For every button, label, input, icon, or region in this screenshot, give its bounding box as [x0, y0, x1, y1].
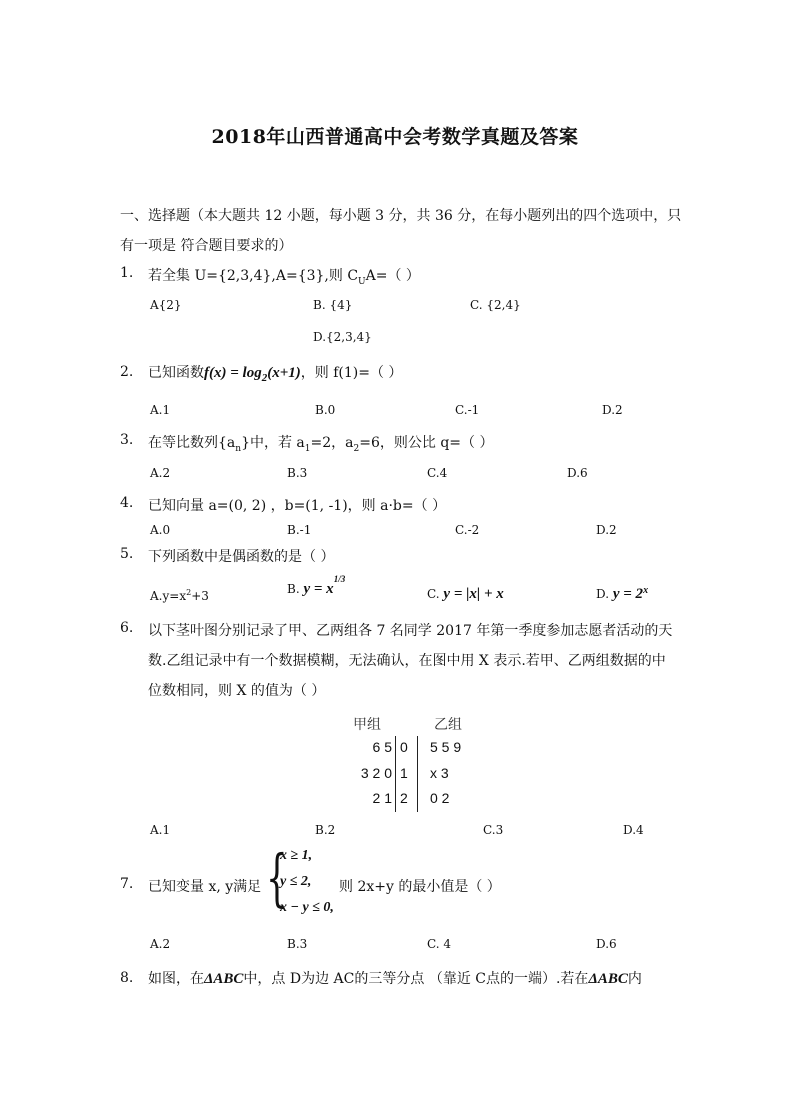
question-text: A=（ ） — [365, 268, 420, 284]
option-a: A{2} — [150, 298, 182, 312]
option-c: C.4 — [427, 466, 448, 480]
option-b — [287, 574, 346, 598]
option-label: D. — [596, 587, 610, 601]
option-d: D.6 — [567, 466, 588, 480]
question-4-text: 已知向量 a=(0, 2) ，b=(1, -1)，则 a·b=（ ） — [148, 498, 447, 514]
option-b: B.3 — [287, 937, 308, 951]
option-b: B.0 — [315, 403, 336, 417]
subscript: n — [235, 443, 242, 454]
question-6-line2: 数.乙组记录中有一个数据模糊，无法确认，在图中用 X 表示.若甲、乙两组数据的中 — [148, 653, 666, 669]
question-7-pre: 已知变量 x, y满足 — [148, 879, 262, 895]
option-c — [427, 586, 504, 603]
option-c: C.3 — [483, 823, 504, 837]
superscript: x — [643, 585, 649, 596]
question-number: 7. — [120, 876, 134, 892]
question-number: 3. — [120, 432, 134, 448]
question-3-text — [148, 432, 493, 454]
question-text: 内 — [627, 971, 642, 987]
leaf-right: x 3 — [430, 765, 449, 781]
formula: y = 2 — [612, 586, 644, 602]
formula: y = x — [303, 581, 334, 597]
question-text: 中，点 D为边 AC的三等分点 （靠近 C点的一端）.若在 — [243, 971, 589, 987]
stem-left-divider — [395, 736, 396, 812]
question-number: 6. — [120, 620, 134, 636]
left-group-header: 甲组 — [353, 716, 381, 732]
question-1-text — [148, 265, 420, 287]
question-text: 如图，在 — [148, 971, 204, 987]
option-d: D.2 — [602, 403, 623, 417]
superscript: 2 — [186, 588, 192, 597]
option-a: A.2 — [150, 937, 171, 951]
option-a — [150, 588, 209, 603]
question-text: 在等比数列{a — [148, 435, 236, 451]
constraint-brace: { — [266, 841, 288, 914]
question-5-text: 下列函数中是偶函数的是（ ） — [148, 549, 335, 565]
option-d: D.{2,3,4} — [313, 330, 372, 344]
question-text: ，则 f(1)=（ ） — [300, 365, 403, 381]
option-b: B. {4} — [313, 298, 353, 312]
question-8-text — [148, 968, 642, 988]
question-number: 8. — [120, 970, 134, 986]
formula: f(x) = log — [204, 365, 262, 381]
option-d: D.4 — [623, 823, 644, 837]
option-b: B.3 — [287, 466, 308, 480]
option-label: C. — [427, 587, 440, 601]
section-instructions-line1: 一、选择题（本大题共 12 小题，每小题 3 分，共 36 分，在每小题列出的四个选项中，只 — [120, 208, 682, 224]
option-c: C.-1 — [455, 403, 480, 417]
stem-value: 0 — [400, 739, 408, 755]
question-6-line3: 位数相同，则 X 的值为（ ） — [148, 683, 326, 699]
option-a: A.1 — [150, 823, 171, 837]
option-text: +3 — [191, 589, 209, 603]
option-c: C. 4 — [427, 937, 452, 951]
constraint-2: y ≤ 2, — [280, 874, 312, 889]
question-number: 4. — [120, 495, 134, 511]
subscript: 2 — [353, 443, 360, 454]
option-d — [596, 585, 648, 603]
option-d: D.6 — [596, 937, 617, 951]
question-text: 若全集 U={2,3,4},A={3},则 C — [148, 268, 359, 284]
subscript: 1 — [304, 443, 311, 454]
option-b: B.2 — [315, 823, 336, 837]
leaf-left: 2 1 — [372, 790, 392, 806]
formula: (x+1) — [267, 365, 301, 381]
option-d: D.2 — [596, 523, 617, 537]
stem-value: 2 — [400, 790, 408, 806]
stem-value: 1 — [400, 765, 408, 781]
option-c: C. {2,4} — [470, 298, 521, 312]
option-a: A.1 — [150, 403, 171, 417]
question-text: 已知函数 — [148, 365, 204, 381]
question-7-post: 则 2x+y 的最小值是（ ） — [339, 879, 501, 895]
question-text: =6，则公比 q=（ ） — [359, 435, 494, 451]
leaf-right: 5 5 9 — [430, 739, 462, 755]
leaf-right: 0 2 — [430, 790, 450, 806]
triangle-label: ΔABC — [204, 971, 244, 987]
superscript: 1/3 — [333, 574, 346, 584]
option-label: B. — [287, 582, 300, 596]
question-number: 2. — [120, 364, 134, 380]
triangle-label: ΔABC — [588, 971, 628, 987]
question-number: 1. — [120, 265, 134, 281]
question-number: 5. — [120, 546, 134, 562]
formula: y = |x| + x — [443, 586, 504, 602]
question-text: }中，若 a — [241, 435, 305, 451]
option-a: A.2 — [150, 466, 171, 480]
constraint-1: x ≥ 1, — [280, 848, 313, 863]
log-base: 2 — [261, 371, 268, 384]
leaf-left: 3 2 0 — [360, 765, 392, 781]
option-b: B.-1 — [287, 523, 312, 537]
leaf-left: 6 5 — [372, 739, 392, 755]
right-group-header: 乙组 — [434, 716, 462, 732]
question-6-line1: 以下茎叶图分别记录了甲、乙两组各 7 名同学 2017 年第一季度参加志愿者活动的天 — [148, 623, 673, 639]
option-a: A.0 — [150, 523, 171, 537]
subscript: U — [358, 276, 366, 287]
constraint-3: x − y ≤ 0, — [280, 900, 334, 915]
option-text: A.y=x — [150, 589, 187, 603]
option-c: C.-2 — [455, 523, 480, 537]
stem-right-divider — [417, 736, 418, 812]
page-title: 2018年山西普通高中会考数学真题及答案 — [211, 126, 579, 148]
question-2-text — [148, 362, 402, 384]
question-text: =2，a — [310, 435, 354, 451]
section-instructions-line2: 有一项是 符合题目要求的） — [120, 238, 293, 254]
